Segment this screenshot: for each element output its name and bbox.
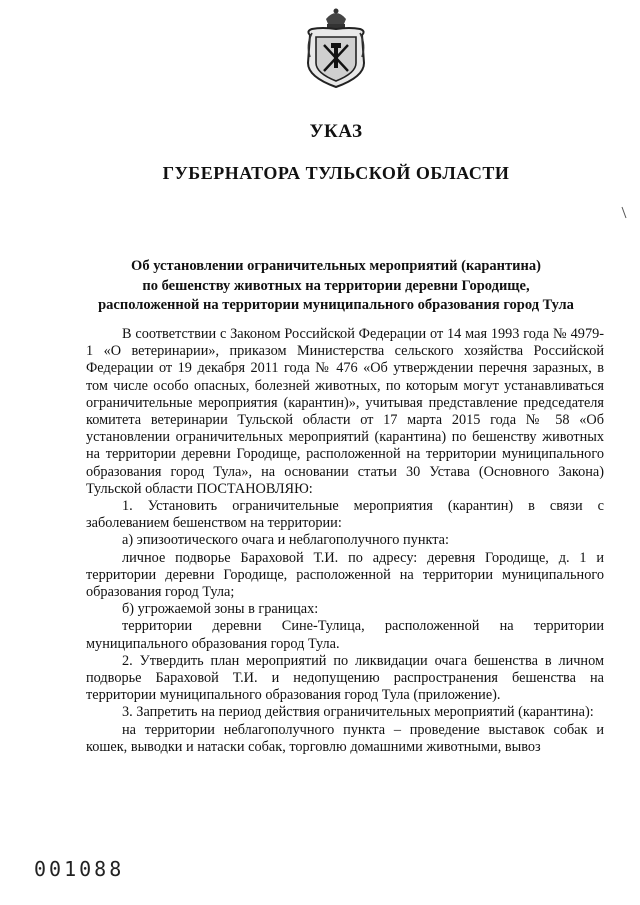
paragraph-item-1a: а) эпизоотического очага и неблагополучного пункта:: [122, 532, 449, 549]
subject-line: по бешенству животных на территории деревни Городище,: [142, 277, 530, 294]
paragraph-item-1b: б) угрожаемой зоны в границах:: [122, 601, 319, 618]
coat-of-arms-emblem: [302, 5, 370, 91]
decree-issuer: ГУБЕРНАТОРА ТУЛЬСКОЙ ОБЛАСТИ: [162, 163, 510, 183]
paragraph-item-1b-text: территории деревни Сине-Тулица, расположенной на территории муниципального образования город Тула.: [86, 618, 604, 652]
decree-subject: [80, 257, 592, 316]
paragraph-item-3: 3. Запретить на период действия ограничительных мероприятий (карантина):: [122, 704, 594, 721]
paragraph-item-2: 2. Утвердить план мероприятий по ликвидации очага бешенства в личном подворье Бараховой Т.И. и недопущению распространения бешенства на территории муниципального образования город Тула (приложение).: [86, 652, 604, 704]
margin-mark: [620, 206, 628, 220]
decree-title: УКАЗ: [309, 121, 363, 142]
paragraph-item-1: 1. Установить ограничительные мероприятия (карантин) в связи с заболеванием бешенством на территории:: [86, 498, 604, 532]
subject-line: Об установлении ограничительных мероприятий (карантина): [131, 258, 541, 274]
paragraph-item-3-text: на территории неблагополучного пункта – проведение выставок собак и кошек, выводки и натаски собак, торговлю домашними животными, вывоз: [86, 721, 604, 755]
paragraph-item-1a-text: личное подворье Бараховой Т.И. по адресу: деревня Городище, д. 1 и территории деревни Городище, расположенной на территории муниципального образования город Тула;: [86, 549, 604, 601]
paragraph-intro: В соответствии с Законом Российской Федерации от 14 мая 1993 года № 4979-1 «О ветеринарии», приказом Министерства сельского хозяйства Российской Федерации от 19 декабря 2011 года № 476 «Об утверждении перечня заразных, в том числе особо опасных, болезней животных, по которым могут устанавливаться ограничительные мероприятия (карантин)», учитывая представление председателя комитета ветеринарии Тульской области от 17 марта 2015 года № 58 «Об установлении ограничительных мероприятий (карантина) по бешенству животных на территории деревни Городище, расположенной на территории муниципального образования город Тула», на основании статьи 30 Устава (Основного Закона) Тульской области ПОСТАНОВЛЯЮ:: [86, 326, 604, 497]
subject-line: расположенной на территории муниципального образования город Тула: [98, 297, 574, 313]
serial-number: 001088: [34, 857, 125, 881]
decree-body: [86, 326, 604, 756]
